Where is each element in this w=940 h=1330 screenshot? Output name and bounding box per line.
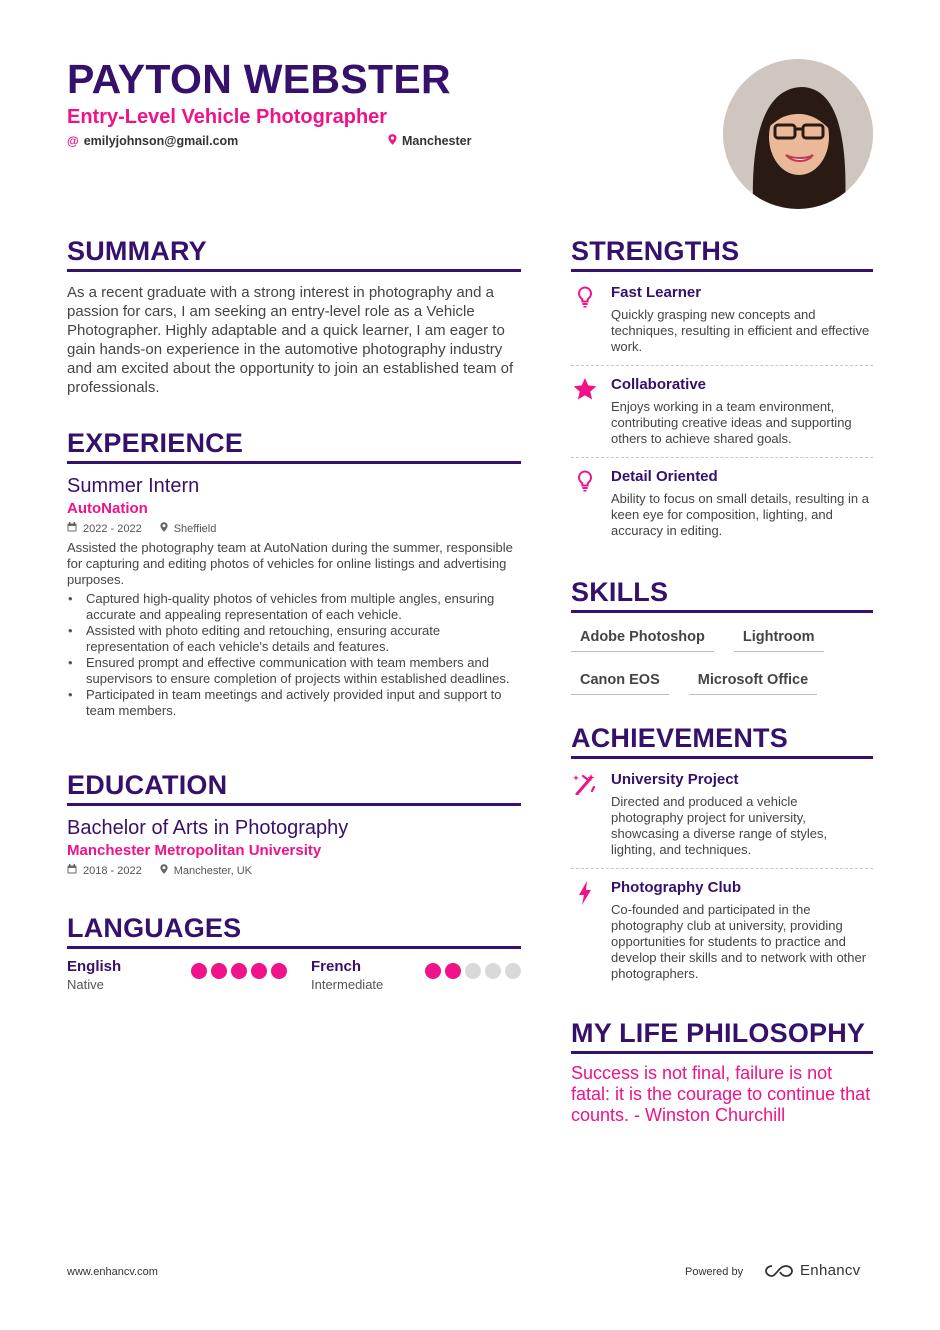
infinity-icon xyxy=(764,1263,794,1279)
candidate-name: PAYTON WEBSTER xyxy=(67,56,451,102)
philosophy-section xyxy=(571,1018,873,1126)
rating-dot xyxy=(465,963,481,979)
job-dates: 2022 - 2022 xyxy=(83,522,142,535)
strength-item xyxy=(571,458,873,549)
rating-dot xyxy=(485,963,501,979)
location-text: Manchester xyxy=(402,134,472,148)
strengths-section xyxy=(571,236,873,549)
language-level: Native xyxy=(67,977,104,992)
education-meta xyxy=(67,864,521,877)
rating-dot xyxy=(231,963,247,979)
footer-powered-by: Powered by xyxy=(685,1266,744,1278)
list-item: • Captured high-quality photos of vehicles from multiple angles, ensuring accurate and appealing representation of each vehicle. xyxy=(67,591,521,623)
location-pin-icon xyxy=(160,522,168,535)
achievement-item xyxy=(571,761,873,869)
email-text: emilyjohnson@gmail.com xyxy=(83,134,239,148)
language-item xyxy=(311,958,521,992)
enhancv-logo[interactable] xyxy=(764,1262,860,1279)
language-name: English xyxy=(67,958,122,975)
enhancv-brand: Enhancv xyxy=(800,1262,861,1279)
star-icon xyxy=(571,376,599,447)
strength-item xyxy=(571,274,873,366)
job-company: AutoNation xyxy=(67,500,148,517)
rating-dot xyxy=(191,963,207,979)
language-rating xyxy=(191,963,287,992)
location-pin-icon xyxy=(388,134,397,148)
skill-tag: Lightroom xyxy=(734,629,824,652)
languages-section xyxy=(67,913,521,992)
achievement-text: Co-founded and participated in the photography club at university, providing opportunities for students to practice and develop their skills and to network with other photographers. xyxy=(611,902,867,981)
calendar-icon xyxy=(67,864,77,877)
achievement-title: Photography Club xyxy=(611,879,741,896)
rating-dot xyxy=(445,963,461,979)
skills-heading: SKILLS xyxy=(571,577,873,613)
job-location: Sheffield xyxy=(173,522,217,535)
achievement-item xyxy=(571,869,873,992)
job-description: Assisted the photography team at AutoNation during the summer, responsible for capturing and editing photos of vehicles for online listings and advertising purposes. xyxy=(67,540,513,587)
achievements-heading: ACHIEVEMENTS xyxy=(571,723,873,759)
job-role: Summer Intern xyxy=(67,475,200,497)
strength-title: Detail Oriented xyxy=(611,468,718,485)
list-item: • Ensured prompt and effective communication with team members and supervisors to ensure completion of projects within established deadlines. xyxy=(67,655,521,687)
strength-title: Fast Learner xyxy=(611,284,702,301)
education-dates: 2018 - 2022 xyxy=(83,864,142,877)
education-section xyxy=(67,770,521,877)
skill-tag: Adobe Photoshop xyxy=(571,629,714,652)
lightbulb-icon xyxy=(571,468,599,539)
degree: Bachelor of Arts in Photography xyxy=(67,817,349,839)
skill-tag: Canon EOS xyxy=(571,672,669,695)
lightbulb-icon xyxy=(571,284,599,355)
language-rating xyxy=(425,963,521,992)
skills-section xyxy=(571,577,873,695)
footer-website[interactable]: www.enhancv.com xyxy=(67,1266,158,1278)
philosophy-quote: Success is not final, failure is not fatal: it is the courage to continue that counts. - Winston Churchill xyxy=(571,1063,871,1125)
summary-section xyxy=(67,236,521,397)
languages-heading: LANGUAGES xyxy=(67,913,521,949)
location-pin-icon xyxy=(160,864,168,877)
skills-list xyxy=(571,629,831,695)
lightning-icon xyxy=(571,879,599,982)
language-level: Intermediate xyxy=(311,977,384,992)
achievements-list xyxy=(571,761,873,992)
rating-dot xyxy=(251,963,267,979)
magic-wand-icon xyxy=(571,771,599,858)
list-item: • Participated in team meetings and actively provided input and support to team members. xyxy=(67,687,521,719)
strengths-heading: STRENGTHS xyxy=(571,236,873,272)
job-meta xyxy=(67,522,521,535)
strength-text: Quickly grasping new concepts and techniques, resulting in efficient and effective work. xyxy=(611,307,870,354)
skill-tag: Microsoft Office xyxy=(689,672,817,695)
at-icon: @ xyxy=(67,134,79,148)
profile-photo xyxy=(723,59,873,209)
strength-item xyxy=(571,366,873,458)
education-heading: EDUCATION xyxy=(67,770,521,806)
experience-heading: EXPERIENCE xyxy=(67,428,521,464)
languages-list xyxy=(67,958,521,992)
achievement-title: University Project xyxy=(611,771,739,788)
contact-email[interactable] xyxy=(67,134,238,148)
calendar-icon xyxy=(67,522,77,535)
strength-text: Enjoys working in a team environment, contributing creative ideas and supporting others to achieve shared goals. xyxy=(611,399,852,446)
rating-dot xyxy=(211,963,227,979)
summary-heading: SUMMARY xyxy=(67,236,521,272)
achievement-text: Directed and produced a vehicle photography project for university, showcasing a diverse range of styles, lighting, and techniques. xyxy=(611,794,828,857)
strengths-list xyxy=(571,274,873,549)
language-item xyxy=(67,958,311,992)
experience-section xyxy=(67,428,521,719)
summary-text: As a recent graduate with a strong interest in photography and a passion for cars, I am seeking an entry-level role as a Vehicle Photographer. Highly adaptable and a quick learner, I am eager to gain hands-on experience in the automotive photography industry and am excited about the opportunity to join an established team of professionals. xyxy=(67,284,514,396)
candidate-title: Entry-Level Vehicle Photographer xyxy=(67,106,388,128)
rating-dot xyxy=(505,963,521,979)
philosophy-heading: MY LIFE PHILOSOPHY xyxy=(571,1018,873,1054)
rating-dot xyxy=(425,963,441,979)
achievements-section xyxy=(571,723,873,992)
rating-dot xyxy=(271,963,287,979)
education-location: Manchester, UK xyxy=(173,864,252,877)
contact-location xyxy=(388,134,471,148)
list-item: • Assisted with photo editing and retouching, ensuring accurate representation of each vehicle's details and features. xyxy=(67,623,521,655)
school: Manchester Metropolitan University xyxy=(67,842,322,859)
strength-text: Ability to focus on small details, resulting in a keen eye for composition, lighting, and accuracy in editing. xyxy=(611,491,869,538)
language-name: French xyxy=(311,958,362,975)
job-bullets xyxy=(67,591,521,719)
strength-title: Collaborative xyxy=(611,376,707,393)
